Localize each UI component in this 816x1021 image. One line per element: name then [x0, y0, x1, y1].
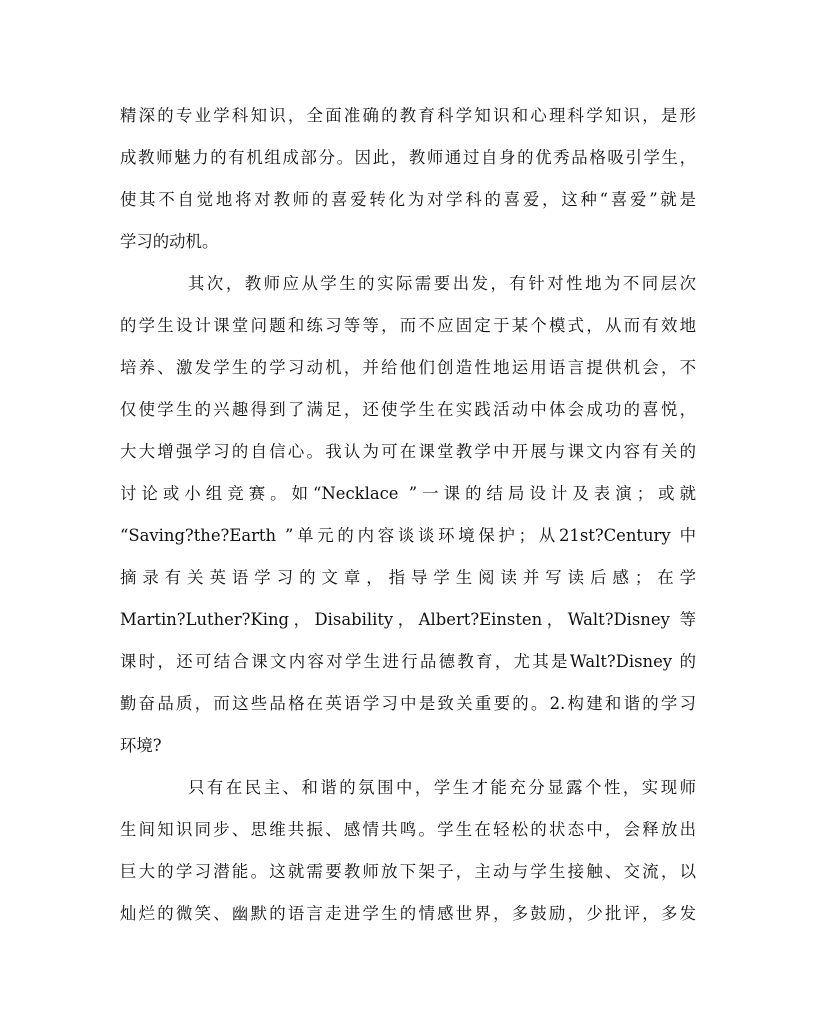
- body-text-line: 巨大的学习潜能。这就需要教师放下架子，主动与学生接触、交流，以: [120, 862, 696, 881]
- body-text-line: 摘录有关英语学习的文章，指导学生阅读并写读后感；在学: [120, 568, 696, 587]
- body-text-line: 使其不自觉地将对教师的喜爱转化为对学科的喜爱，这种“喜爱”就是: [120, 190, 696, 209]
- body-text-line: 的学生设计课堂问题和练习等等，而不应固定于某个模式，从而有效地: [120, 316, 696, 335]
- body-text-line: “Saving?the?Earth ”单元的内容谈谈环境保护；从21st?Century 中: [120, 526, 696, 545]
- body-text-line: 勤奋品质，而这些品格在英语学习中是致关重要的。2.构建和谐的学习: [120, 694, 696, 713]
- body-text-line: 大大增强学习的自信心。我认为可在课堂教学中开展与课文内容有关的: [120, 442, 696, 461]
- body-text-line: 灿烂的微笑、幽默的语言走进学生的情感世界，多鼓励，少批评，多发: [120, 904, 696, 923]
- body-text-line: Martin?Luther?King，Disability，Albert?Einsten，Walt?Disney 等: [120, 610, 696, 629]
- body-text-line: 仅使学生的兴趣得到了满足，还使学生在实践活动中体会成功的喜悦，: [120, 400, 696, 419]
- body-text-line: 生间知识同步、思维共振、感情共鸣。学生在轻松的状态中，会释放出: [120, 820, 696, 839]
- body-text-line: 培养、激发学生的学习动机，并给他们创造性地运用语言提供机会，不: [120, 358, 696, 377]
- body-text-line: 精深的专业学科知识，全面准确的教育科学知识和心理科学知识，是形: [120, 106, 696, 125]
- paragraph-first-line: 只有在民主、和谐的氛围中，学生才能充分显露个性，实现师: [188, 778, 696, 797]
- body-text-line: 学习的动机。: [120, 232, 219, 251]
- body-text-line: 成教师魅力的有机组成部分。因此，教师通过自身的优秀品格吸引学生，: [120, 148, 696, 167]
- body-text-line: 讨论或小组竞赛。如“Necklace ”一课的结局设计及表演；或就: [120, 484, 696, 503]
- paragraph-first-line: 其次，教师应从学生的实际需要出发，有针对性地为不同层次: [188, 274, 696, 293]
- body-text-line: 环境?: [120, 736, 162, 755]
- body-text-line: 课时，还可结合课文内容对学生进行品德教育，尤其是Walt?Disney 的: [120, 652, 696, 671]
